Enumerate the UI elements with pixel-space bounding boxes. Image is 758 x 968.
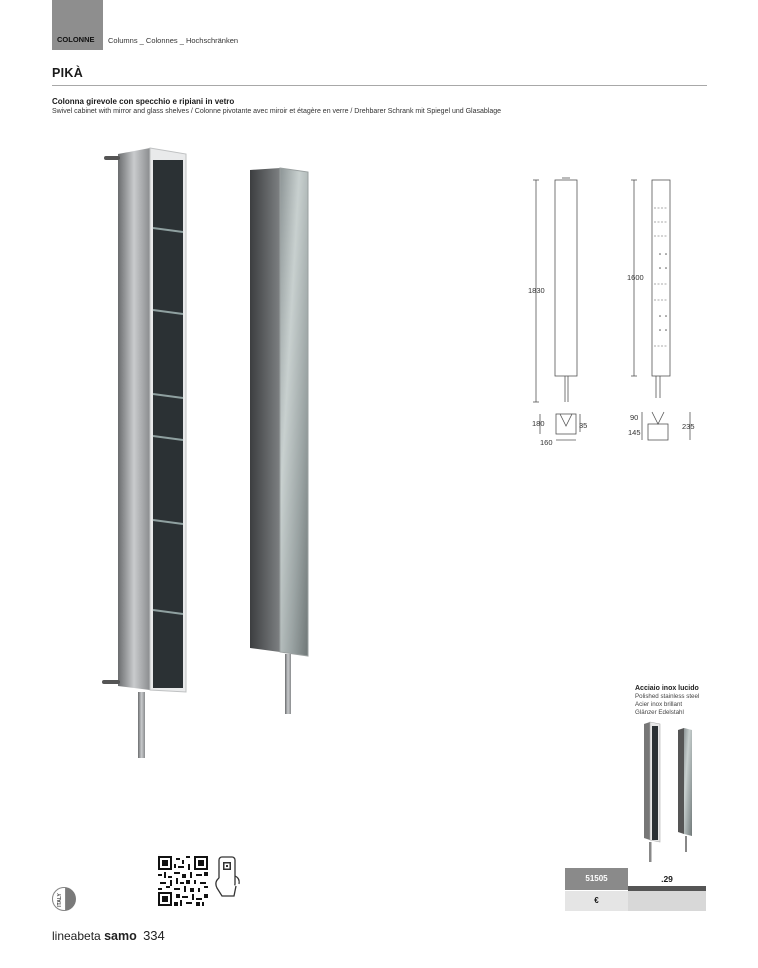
- category-label: COLONNE: [57, 35, 95, 44]
- price-suffix: .29: [628, 868, 706, 886]
- qr-code-icon[interactable]: [158, 856, 208, 906]
- footer-brand: [52, 928, 165, 943]
- product-description: Colonna girevole con specchio e ripiani in vetro: [52, 97, 235, 106]
- product-description-translations: Swivel cabinet with mirror and glass shelves / Colonne pivotante avec miroir et étagère en verre / Drehbarer Schrank mit Spiegel und Glasablage: [52, 108, 502, 115]
- title-divider: [52, 85, 707, 86]
- dim-1830: 1830: [528, 286, 545, 295]
- dim-35: 35: [579, 421, 588, 430]
- italy-badge-icon: [52, 887, 76, 911]
- dim-180: 180: [532, 419, 545, 428]
- dim-145: 145: [628, 428, 641, 437]
- italy-label: ITALY: [57, 893, 63, 907]
- product-photo: [90, 140, 330, 760]
- breadcrumb: Columns _ Colonnes _ Hochschränken: [108, 36, 239, 45]
- technical-drawing: [520, 170, 710, 460]
- finish-en: Polished stainless steel: [635, 693, 700, 700]
- product-code: 51505: [565, 868, 628, 890]
- category-tab: [52, 0, 103, 50]
- dim-1600: 1600: [627, 273, 644, 282]
- finish-thumbnail: [638, 718, 708, 864]
- finish-info: [635, 685, 699, 717]
- smartphone-scan-icon: [214, 856, 242, 898]
- dim-160: 160: [540, 438, 553, 447]
- dim-235: 235: [682, 422, 695, 431]
- finish-fr: Acier inox brillant: [635, 701, 683, 708]
- price-value-field: [628, 891, 706, 911]
- finish-de: Glänzer Edelstahl: [635, 709, 684, 716]
- brand-lineabeta: lineabeta: [52, 929, 101, 943]
- brand-samo: samo: [104, 929, 137, 943]
- product-title: PIKÀ: [52, 66, 84, 80]
- page-number: 334: [143, 928, 165, 943]
- finish-name: Acciaio inox lucido: [635, 685, 699, 692]
- currency-label: €: [565, 891, 628, 911]
- dim-90: 90: [630, 413, 639, 422]
